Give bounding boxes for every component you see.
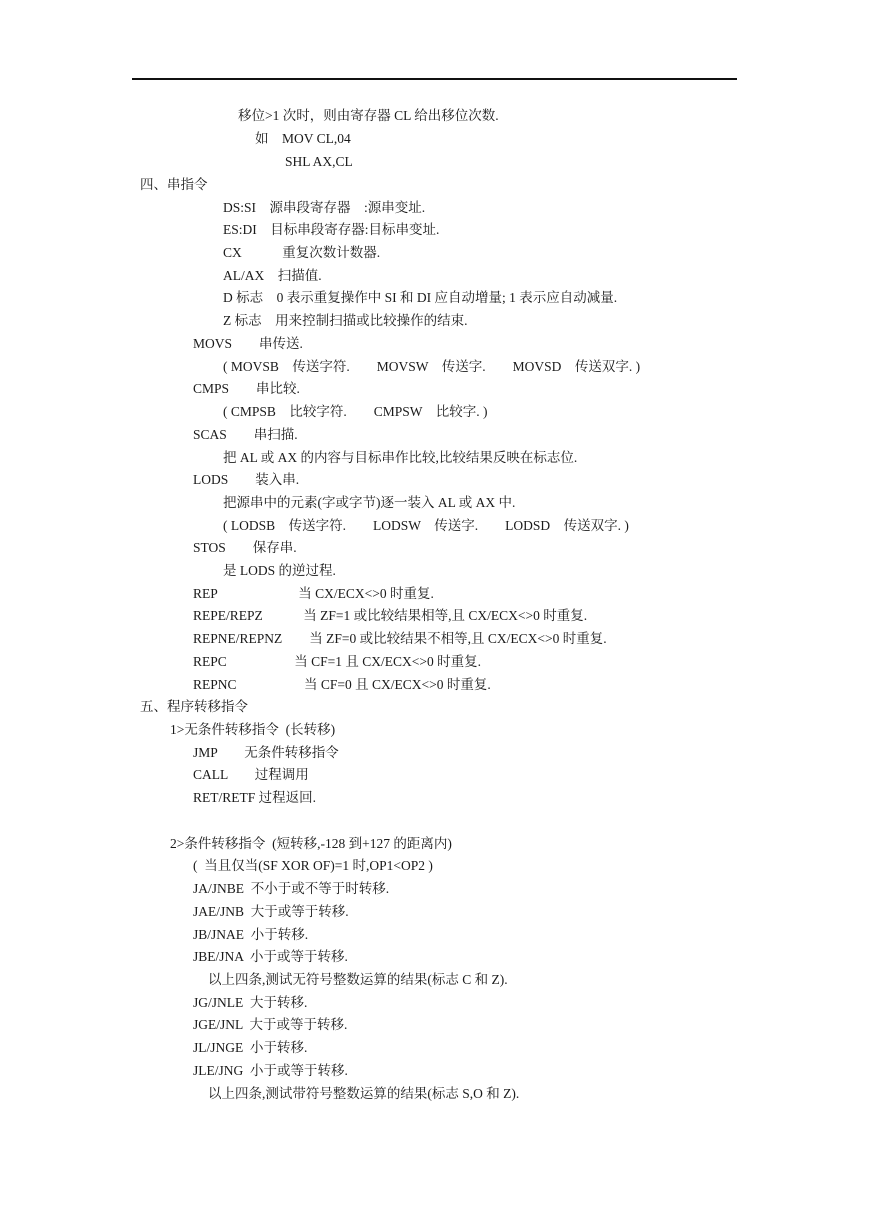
text-line: DS:SI 源串段寄存器 :源串变址. bbox=[223, 200, 426, 215]
text-line: 把 AL 或 AX 的内容与目标串作比较,比较结果反映在标志位. bbox=[223, 450, 578, 465]
subsection-heading: 2>条件转移指令 (短转移,-128 到+127 的距离内) bbox=[170, 836, 452, 851]
text-line: 以上四条,测试无符号整数运算的结果(标志 C 和 Z). bbox=[208, 972, 508, 987]
instruction-line: RET/RETF 过程返回. bbox=[193, 790, 317, 805]
instruction-line: STOS 保存串. bbox=[193, 540, 297, 555]
text-line: ES:DI 目标串段寄存器:目标串变址. bbox=[223, 222, 440, 237]
instruction-line: SCAS 串扫描. bbox=[193, 427, 298, 442]
text-line: ( LODSB 传送字符. LODSW 传送字. LODSD 传送双字. ) bbox=[223, 518, 629, 533]
instruction-line: JGE/JNL 大于或等于转移. bbox=[193, 1017, 348, 1032]
instruction-line: JLE/JNG 小于或等于转移. bbox=[193, 1063, 348, 1078]
text-line: CX 重复次数计数器. bbox=[223, 245, 381, 260]
instruction-line: CMPS 串比较. bbox=[193, 381, 300, 396]
instruction-line: REPC 当 CF=1 且 CX/ECX<>0 时重复. bbox=[193, 654, 481, 669]
text-line: D 标志 0 表示重复操作中 SI 和 DI 应自动增量; 1 表示应自动减量. bbox=[223, 290, 618, 305]
instruction-line: JBE/JNA 小于或等于转移. bbox=[193, 949, 348, 964]
instruction-line: JB/JNAE 小于转移. bbox=[193, 927, 309, 942]
text-line: AL/AX 扫描值. bbox=[223, 268, 322, 283]
instruction-line: CALL 过程调用 bbox=[193, 767, 309, 782]
header-rule bbox=[132, 78, 737, 80]
instruction-line: JA/JNBE 不小于或不等于时转移. bbox=[193, 881, 390, 896]
instruction-line: JG/JNLE 大于转移. bbox=[193, 995, 308, 1010]
text-line: ( CMPSB 比较字符. CMPSW 比较字. ) bbox=[223, 404, 488, 419]
instruction-line: JL/JNGE 小于转移. bbox=[193, 1040, 308, 1055]
text-line: 以上四条,测试带符号整数运算的结果(标志 S,O 和 Z). bbox=[208, 1086, 520, 1101]
text-line: ( 当且仅当(SF XOR OF)=1 时,OP1<OP2 ) bbox=[193, 858, 433, 873]
instruction-line: REPNE/REPNZ 当 ZF=0 或比较结果不相等,且 CX/ECX<>0 时重复. bbox=[193, 631, 607, 646]
code-line: 如 MOV CL,04 bbox=[255, 131, 351, 146]
section-heading: 四、串指令 bbox=[140, 177, 208, 192]
instruction-line: JAE/JNB 大于或等于转移. bbox=[193, 904, 349, 919]
instruction-line: REPNC 当 CF=0 且 CX/ECX<>0 时重复. bbox=[193, 677, 491, 692]
text-line: ( MOVSB 传送字符. MOVSW 传送字. MOVSD 传送双字. ) bbox=[223, 359, 641, 374]
instruction-line: MOVS 串传送. bbox=[193, 336, 303, 351]
text-line: 把源串中的元素(字或字节)逐一装入 AL 或 AX 中. bbox=[223, 495, 516, 510]
instruction-line: JMP 无条件转移指令 bbox=[193, 745, 339, 760]
text-line: 移位>1 次时，则由寄存器 CL 给出移位次数. bbox=[238, 108, 499, 123]
subsection-heading: 1>无条件转移指令 (长转移) bbox=[170, 722, 336, 737]
text-line: Z 标志 用来控制扫描或比较操作的结束. bbox=[223, 313, 468, 328]
code-line: SHL AX,CL bbox=[285, 154, 353, 169]
instruction-line: REP 当 CX/ECX<>0 时重复. bbox=[193, 586, 434, 601]
text-line: 是 LODS 的逆过程. bbox=[223, 563, 336, 578]
instruction-line: REPE/REPZ 当 ZF=1 或比较结果相等,且 CX/ECX<>0 时重复. bbox=[193, 608, 588, 623]
instruction-line: LODS 装入串. bbox=[193, 472, 300, 487]
section-heading: 五、程序转移指令 bbox=[140, 699, 248, 714]
